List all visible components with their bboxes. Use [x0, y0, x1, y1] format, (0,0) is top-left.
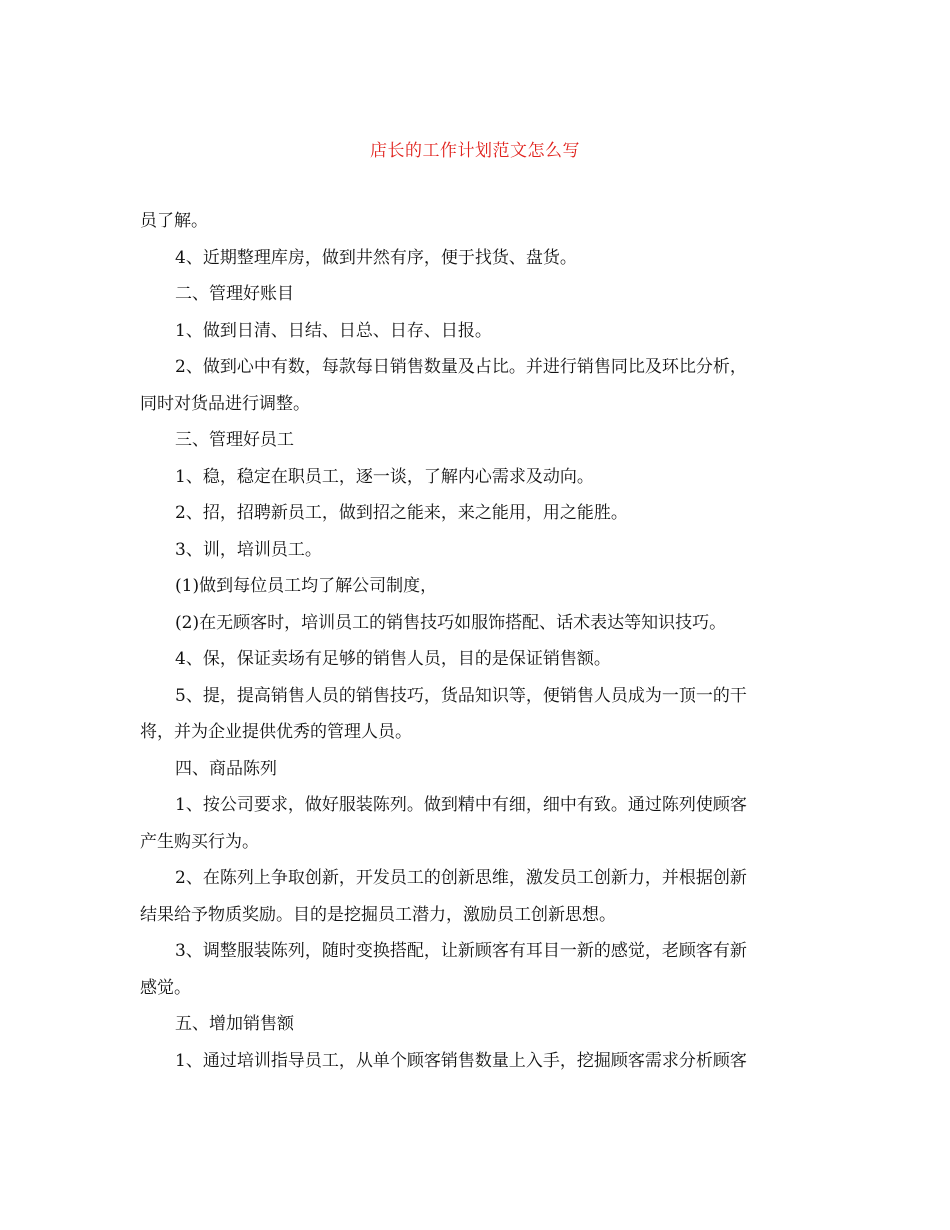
paragraph-line: 5、提，提高销售人员的销售技巧，货品知识等，便销售人员成为一顶一的干: [175, 685, 747, 706]
paragraph: [140, 495, 805, 532]
paragraph-line: (2)在无顾客时，培训员工的销售技巧如服饰搭配、话术表达等知识技巧。: [175, 612, 727, 633]
paragraph-line: 同时对货品进行调整。: [140, 393, 310, 414]
paragraph: [140, 787, 805, 860]
paragraph-line: 2、招，招聘新员工，做到招之能来，来之能用，用之能胜。: [175, 503, 628, 523]
paragraph-line: 1、稳，稳定在职员工，逐一谈，了解内心需求及动向。: [175, 466, 594, 487]
paragraph-line: 3、训，培训员工。: [175, 539, 322, 560]
paragraph: [140, 276, 805, 313]
paragraph-line: 三、管理好员工: [175, 430, 294, 450]
paragraph: [140, 1043, 805, 1080]
paragraph: [140, 678, 805, 751]
paragraph-line: 2、在陈列上争取创新，开发员工的创新思维，激发员工创新力，并根据创新: [175, 868, 747, 888]
paragraph: [140, 459, 805, 496]
paragraph: [140, 933, 805, 1006]
paragraph-line: 二、管理好账目: [175, 284, 294, 304]
paragraph-line: 四、商品陈列: [175, 758, 277, 779]
paragraph-line: 4、保，保证卖场有足够的销售人员，目的是保证销售额。: [175, 649, 611, 669]
paragraph: [140, 605, 805, 642]
paragraph: [140, 751, 805, 788]
paragraph-line: 1、通过培训指导员工，从单个顾客销售数量上入手，挖掘顾客需求分析顾客: [175, 1050, 747, 1071]
document-body: [140, 203, 805, 1079]
paragraph-line: 1、按公司要求，做好服装陈列。做到精中有细，细中有致。通过陈列使顾客: [175, 795, 747, 815]
paragraph: [140, 313, 805, 350]
paragraph: [140, 422, 805, 459]
paragraph-line: 4、近期整理库房，做到井然有序，便于找货、盘货。: [175, 247, 577, 268]
paragraph: [140, 203, 805, 240]
paragraph-line: 结果给予物质奖励。目的是挖掘员工潜力，激励员工创新思想。: [140, 904, 616, 925]
paragraph: [140, 860, 805, 933]
paragraph: [140, 1006, 805, 1043]
paragraph: [140, 349, 805, 422]
paragraph-line: 将，并为企业提供优秀的管理人员。: [140, 722, 412, 742]
paragraph: [140, 641, 805, 678]
paragraph: [140, 532, 805, 569]
paragraph: [140, 568, 805, 605]
paragraph-line: 感觉。: [140, 977, 191, 998]
paragraph-line: 五、增加销售额: [175, 1014, 294, 1034]
paragraph-line: 产生购买行为。: [140, 831, 259, 852]
document-title: 店长的工作计划范文怎么写: [370, 141, 580, 161]
paragraph-line: 1、做到日清、日结、日总、日存、日报。: [175, 320, 492, 341]
paragraph-line: 2、做到心中有数，每款每日销售数量及占比。并进行销售同比及环比分析，: [175, 357, 747, 377]
paragraph-line: 3、调整服装陈列，随时变换搭配，让新顾客有耳目一新的感觉，老顾客有新: [175, 941, 747, 961]
paragraph: [140, 240, 805, 277]
paragraph-line: 员了解。: [140, 211, 208, 231]
paragraph-line: (1)做到每位员工均了解公司制度，: [175, 576, 438, 596]
